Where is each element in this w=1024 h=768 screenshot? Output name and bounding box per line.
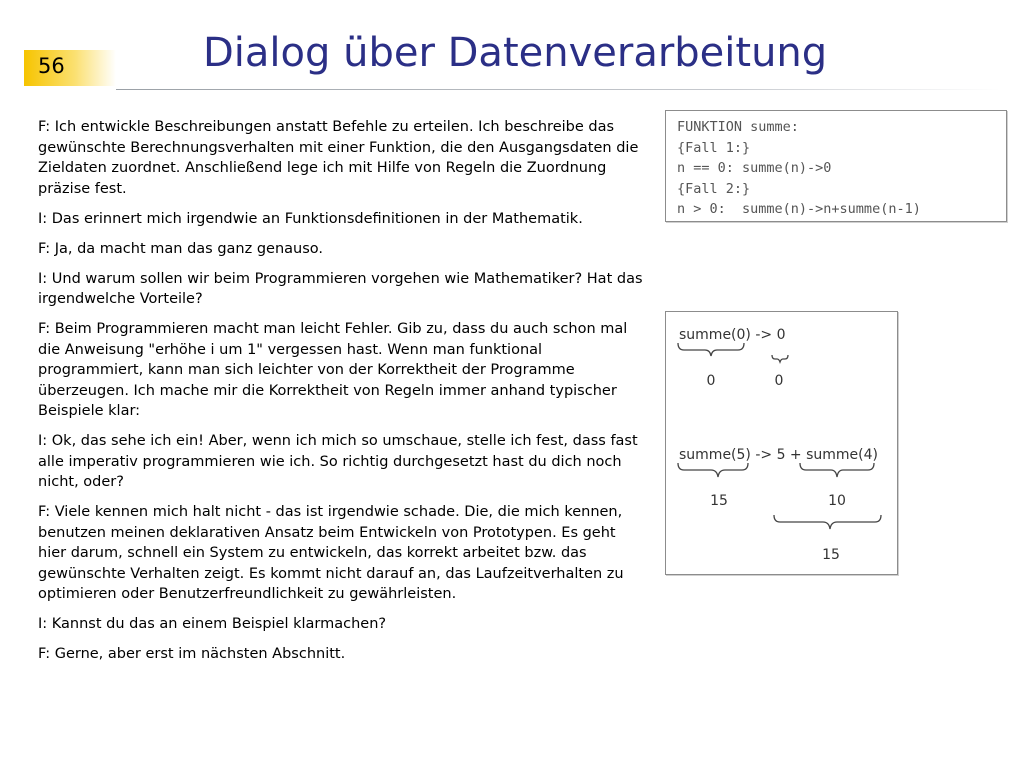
expr1-right-value: 0 (774, 373, 784, 389)
code-line-1: FUNKTION summe: (677, 119, 799, 135)
brace-icon (800, 463, 874, 477)
dialog-line-7: F: Viele kennen mich halt nicht - das ist irgendwie schade. Die, die mich kennen, benutzen meinen deklarativen Ansatz beim Entwickeln von Prototypen. Es geht hier darum, schnell ein System zu entwickeln, das korrekt arbeitet bzw. das gewünschte Verhalten zeigt. Es kommt nicht darauf an, das Laufzeitverhalten zu optimieren oder Benutzerfreundlichkeit zu gewährleisten. (38, 504, 624, 602)
dialog-line-6: I: Ok, das sehe ich ein! Aber, wenn ich mich so umschaue, stelle ich fest, dass fast alle imperativ programmieren wie ich. So richtig durchgesetzt hast du dich noch nicht, oder? (38, 433, 638, 490)
code-line-4: {Fall 2:} (677, 180, 751, 197)
brace-icon (678, 343, 744, 356)
dialog-line-1: F: Ich entwickle Beschreibungen anstatt Befehle zu erteilen. Ich beschreibe das gewünschte Berechnungsverhalten mit einer Funktion, die den Ausgangsdaten die Zieldaten zuordnet. Anschließend lege ich mit Hilfe von Regeln die Zuordnung präzise fest. (38, 119, 639, 197)
code-line-3: n == 0: summe(n)->0 (677, 160, 832, 176)
expr1-left-value: 0 (706, 373, 716, 389)
dialog-line-2: I: Das erinnert mich irgendwie an Funktionsdefinitionen in der Mathematik. (38, 210, 583, 227)
expr2-text: summe(5) -> 5 + summe(4) (679, 447, 878, 463)
page-number-badge (24, 50, 116, 86)
expr1-text: summe(0) -> 0 (679, 327, 786, 343)
brace-icon (772, 355, 788, 362)
dialog-text (38, 117, 646, 674)
evaluation-diagram-svg (666, 312, 899, 576)
expr2-right-value: 10 (828, 493, 846, 509)
dialog-line-8: I: Kannst du das an einem Beispiel klarmachen? (38, 616, 387, 632)
dialog-line-4: I: Und warum sollen wir beim Programmieren vorgehen wie Mathematiker? Hat das irgendwelche Vorteile? (38, 270, 643, 307)
brace-icon (774, 515, 881, 529)
code-line-2: {Fall 1:} (677, 139, 751, 156)
expr2-left-value: 15 (710, 493, 728, 509)
title-divider (116, 89, 1000, 90)
code-line-5: n > 0: summe(n)->n+summe(n-1) (677, 201, 921, 217)
evaluation-diagram (665, 311, 898, 575)
dialog-line-9: F: Gerne, aber erst im nächsten Abschnitt. (38, 646, 346, 662)
page-number: 56 (38, 54, 65, 78)
brace-icon (678, 463, 748, 477)
slide-title: Dialog über Datenverarbeitung (203, 30, 828, 76)
expr2-total: 15 (822, 547, 840, 563)
dialog-line-3: F: Ja, da macht man das ganz genauso. (38, 240, 323, 257)
code-box (665, 110, 1007, 222)
dialog-line-5: F: Beim Programmieren macht man leicht Fehler. Gib zu, dass du auch schon mal die Anweisung "erhöhe i um 1" vergessen hast. Wenn man funktional programmiert, kann man sich leichter von der Korrektheit der Programme überzeugen. Ich mache mir die Korrektheit von Regeln immer anhand typischer Beispiele klar: (38, 321, 628, 419)
